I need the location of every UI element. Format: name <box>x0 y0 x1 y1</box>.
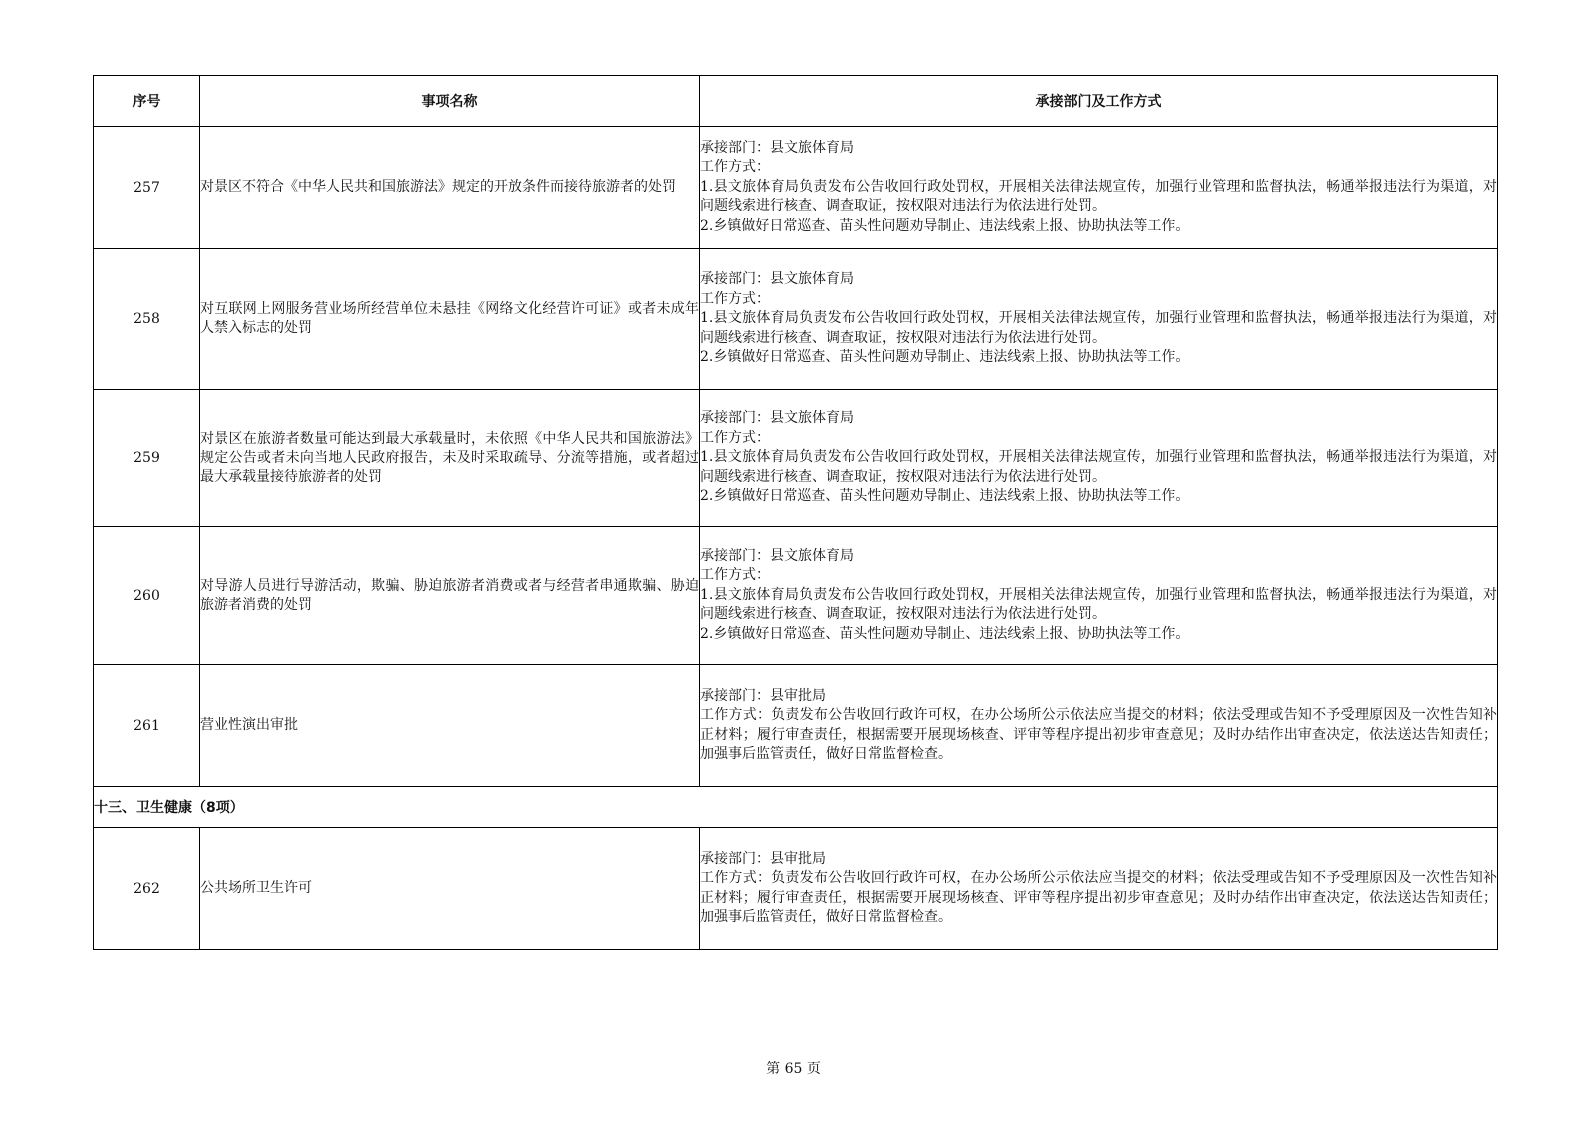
table-row <box>94 390 1498 527</box>
header-row <box>94 76 1498 127</box>
method-line: 工作方式： <box>700 159 770 176</box>
header-method: 承接部门及工作方式 <box>700 76 1498 127</box>
method-line: 1.县文旅体育局负责发布公告收回行政处罚权，开展相关法律法规宣传，加强行业管理和监督执法，畅通举报违法行为渠道，对问题线索进行核查、调查取证，按权限对违法行为依法进行处罚。 <box>700 178 1497 215</box>
method-line: 承接部门：县文旅体育局 <box>700 410 854 427</box>
method-line: 工作方式：负责发布公告收回行政许可权，在办公场所公示依法应当提交的材料；依法受理或告知不予受理原因及一次性告知补正材料；履行审查责任，根据需要开展现场核查、评审等程序提出初步审查意见；及时办结作出审查决定，依法送达告知责任；加强事后监管责任，做好日常监督检查。 <box>700 707 1497 762</box>
row-index: 262 <box>94 828 200 950</box>
page-number: 第 65 页 <box>766 1061 821 1077</box>
row-name: 对互联网上网服务营业场所经营单位未悬挂《网络文化经营许可证》或者未成年人禁入标志的处罚 <box>200 249 700 390</box>
row-index: 257 <box>94 127 200 249</box>
table-row <box>94 527 1498 665</box>
row-method <box>700 665 1498 787</box>
section-title: 十三、卫生健康（8项） <box>94 787 1498 828</box>
row-name: 营业性演出审批 <box>200 665 700 787</box>
row-index: 261 <box>94 665 200 787</box>
header-index: 序号 <box>94 76 200 127</box>
method-line: 1.县文旅体育局负责发布公告收回行政处罚权，开展相关法律法规宣传，加强行业管理和监督执法，畅通举报违法行为渠道，对问题线索进行核查、调查取证，按权限对违法行为依法进行处罚。 <box>700 449 1497 485</box>
section-row <box>94 787 1498 828</box>
method-line: 工作方式： <box>700 567 770 584</box>
header-name: 事项名称 <box>200 76 700 127</box>
row-name: 对导游人员进行导游活动，欺骗、胁迫旅游者消费或者与经营者串通欺骗、胁迫旅游者消费的处罚 <box>200 527 700 665</box>
row-method <box>700 390 1498 527</box>
method-line: 承接部门：县审批局 <box>700 850 826 867</box>
row-index: 259 <box>94 390 200 527</box>
row-name: 公共场所卫生许可 <box>200 828 700 950</box>
row-index: 258 <box>94 249 200 390</box>
row-method <box>700 127 1498 249</box>
row-method <box>700 527 1498 665</box>
table-row <box>94 828 1498 950</box>
row-index: 260 <box>94 527 200 665</box>
method-line: 工作方式： <box>700 290 770 307</box>
row-method <box>700 249 1498 390</box>
row-method <box>700 828 1498 950</box>
row-name: 对景区在旅游者数量可能达到最大承载量时，未依照《中华人民共和国旅游法》规定公告或者未向当地人民政府报告，未及时采取疏导、分流等措施，或者超过最大承载量接待旅游者的处罚 <box>200 390 700 527</box>
method-line: 2.乡镇做好日常巡查、苗头性问题劝导制止、违法线索上报、协助执法等工作。 <box>700 488 1190 505</box>
method-line: 承接部门：县审批局 <box>700 687 826 704</box>
method-line: 2.乡镇做好日常巡查、苗头性问题劝导制止、违法线索上报、协助执法等工作。 <box>700 349 1190 366</box>
method-line: 承接部门：县文旅体育局 <box>700 547 854 564</box>
method-line: 承接部门：县文旅体育局 <box>700 139 854 156</box>
method-line: 2.乡镇做好日常巡查、苗头性问题劝导制止、违法线索上报、协助执法等工作。 <box>700 625 1190 642</box>
table-row <box>94 249 1498 390</box>
matters-table <box>93 75 1498 950</box>
method-line: 承接部门：县文旅体育局 <box>700 271 854 288</box>
method-line: 工作方式： <box>700 429 770 446</box>
row-name: 对景区不符合《中华人民共和国旅游法》规定的开放条件而接待旅游者的处罚 <box>200 127 700 249</box>
method-line: 1.县文旅体育局负责发布公告收回行政处罚权，开展相关法律法规宣传，加强行业管理和监督执法，畅通举报违法行为渠道，对问题线索进行核查、调查取证，按权限对违法行为依法进行处罚。 <box>700 586 1497 623</box>
method-line: 1.县文旅体育局负责发布公告收回行政处罚权，开展相关法律法规宣传，加强行业管理和监督执法，畅通举报违法行为渠道，对问题线索进行核查、调查取证，按权限对违法行为依法进行处罚。 <box>700 310 1497 346</box>
table-row <box>94 127 1498 249</box>
method-line: 工作方式：负责发布公告收回行政许可权，在办公场所公示依法应当提交的材料；依法受理或告知不予受理原因及一次性告知补正材料；履行审查责任，根据需要开展现场核查、评审等程序提出初步审查意见；及时办结作出审查决定，依法送达告知责任；加强事后监管责任，做好日常监督检查。 <box>700 870 1497 925</box>
method-line: 2.乡镇做好日常巡查、苗头性问题劝导制止、违法线索上报、协助执法等工作。 <box>700 217 1190 234</box>
table-row <box>94 665 1498 787</box>
